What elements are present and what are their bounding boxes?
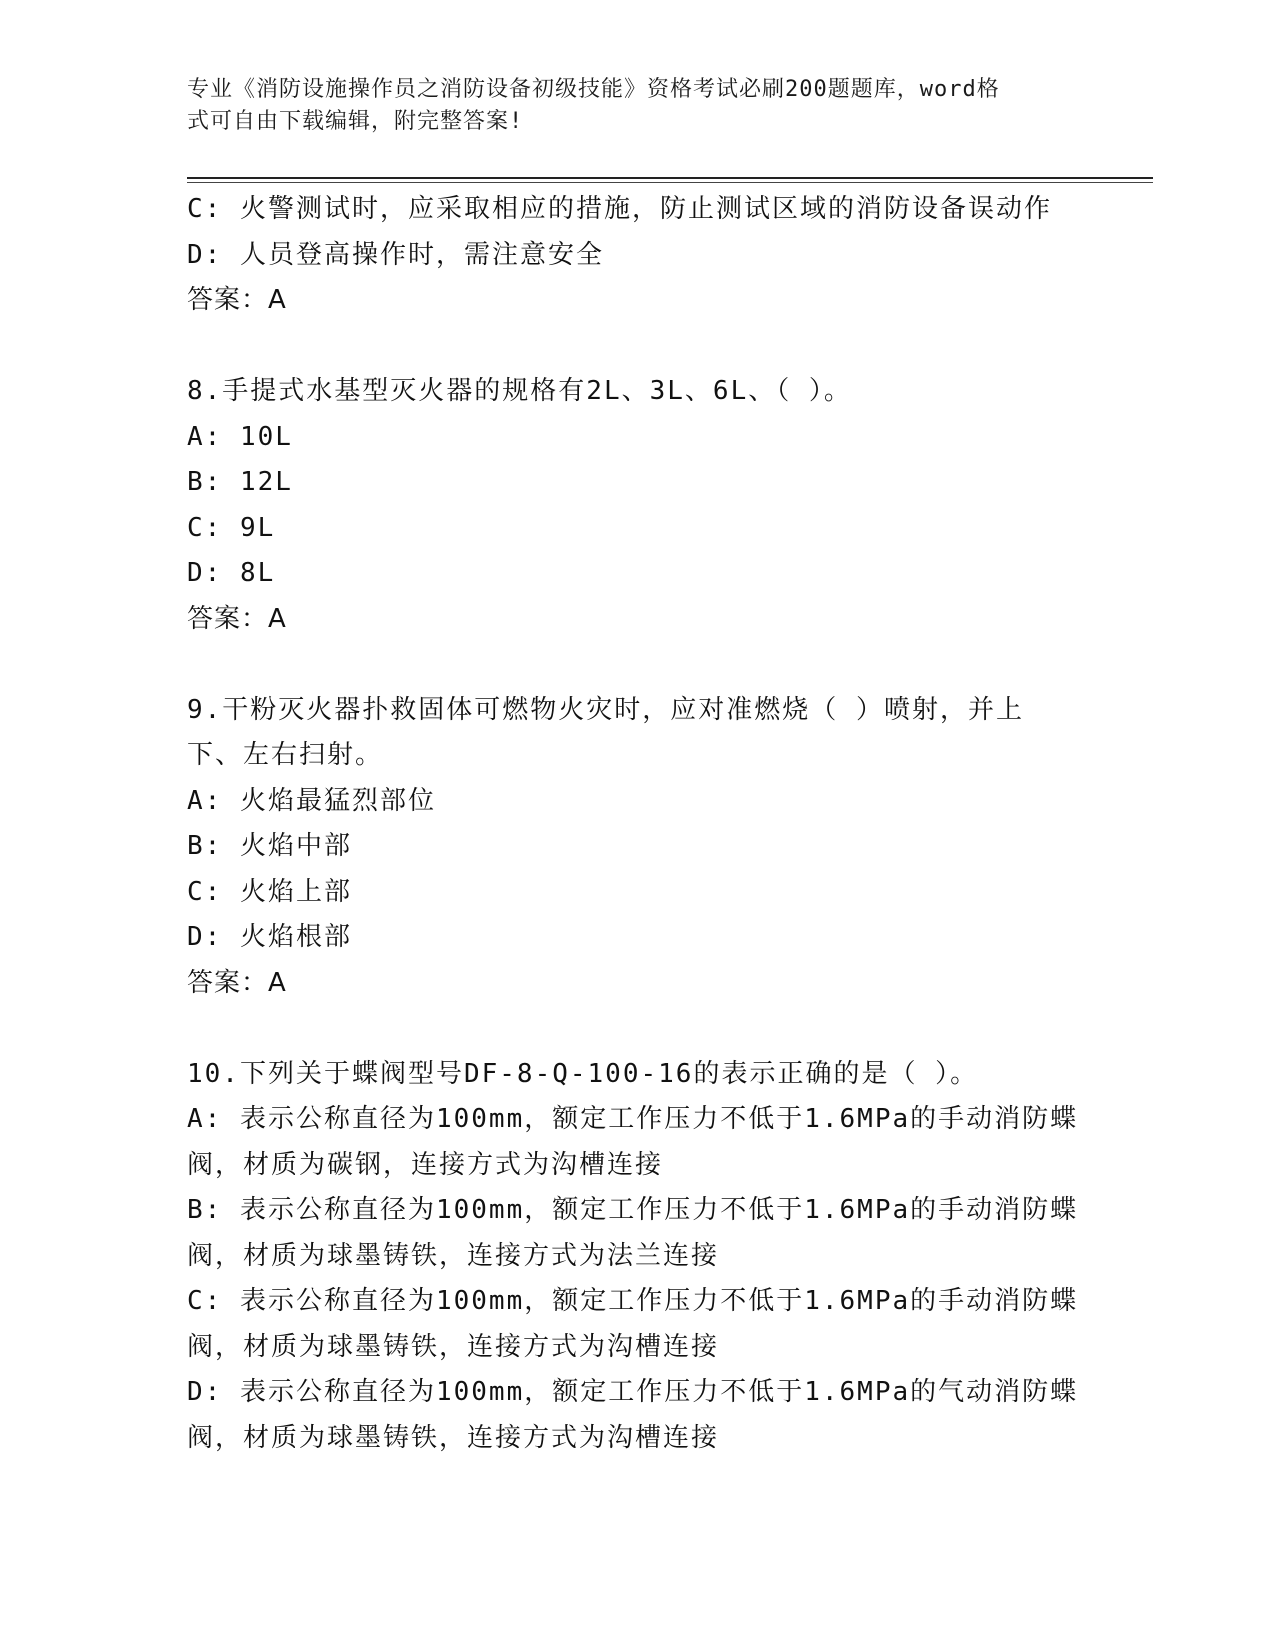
option-b: B: 火焰中部	[187, 831, 352, 861]
question-text: 8.手提式水基型灭火器的规格有2L、3L、6L、（ ）。	[187, 376, 852, 406]
header-line-2: 式可自由下载编辑，附完整答案!	[187, 109, 524, 134]
answer-label: 答案：A	[187, 967, 287, 998]
option-a-line-2: 阀，材质为碳钢，连接方式为沟槽连接	[187, 1149, 664, 1180]
option-d-line-1: D: 表示公称直径为100mm，额定工作压力不低于1.6MPa的气动消防蝶	[187, 1377, 1079, 1407]
option-c-line-1: C: 表示公称直径为100mm，额定工作压力不低于1.6MPa的手动消防蝶	[187, 1286, 1079, 1316]
spacer	[187, 1006, 1087, 1052]
option-c: C: 9L	[187, 512, 276, 543]
option-d: D: 8L	[187, 558, 276, 588]
option-b-line-2: 阀，材质为球墨铸铁，连接方式为法兰连接	[187, 1240, 720, 1271]
question-text-line-1: 9.干粉灭火器扑救固体可燃物火灾时，应对准燃烧（ ）喷射，并上	[187, 694, 1024, 725]
answer-label: 答案：A	[187, 285, 287, 315]
option-c: C: 火警测试时，应采取相应的措施，防止测试区域的消防设备误动作	[187, 194, 1052, 224]
document-header	[187, 74, 1067, 138]
option-d-line-2: 阀，材质为球墨铸铁，连接方式为沟槽连接	[187, 1422, 720, 1453]
spacer	[187, 324, 1087, 370]
option-a: A: 火焰最猛烈部位	[187, 785, 436, 816]
option-c: C: 火焰上部	[187, 876, 352, 907]
header-line-1: 专业《消防设施操作员之消防设备初级技能》资格考试必刷200题题库，word格	[187, 77, 1000, 102]
option-a-line-1: A: 表示公称直径为100mm，额定工作压力不低于1.6MPa的手动消防蝶	[187, 1104, 1079, 1134]
option-c-line-2: 阀，材质为球墨铸铁，连接方式为沟槽连接	[187, 1331, 720, 1362]
question-7-tail	[187, 187, 1087, 324]
header-divider-thin	[187, 182, 1153, 183]
option-d: D: 人员登高操作时，需注意安全	[187, 239, 604, 270]
spacer	[187, 642, 1087, 688]
question-8	[187, 369, 1087, 642]
option-b-line-1: B: 表示公称直径为100mm，额定工作压力不低于1.6MPa的手动消防蝶	[187, 1195, 1079, 1225]
question-10	[187, 1052, 1087, 1462]
answer-label: 答案：A	[187, 603, 287, 634]
question-text-line-2: 下、左右扫射。	[187, 740, 384, 770]
question-text: 10.下列关于蝶阀型号DF-8-Q-100-16的表示正确的是（ ）。	[187, 1058, 979, 1089]
header-divider-thick	[187, 177, 1153, 179]
option-a: A: 10L	[187, 421, 293, 452]
option-b: B: 12L	[187, 467, 293, 497]
question-list	[187, 187, 1087, 1461]
question-9	[187, 688, 1087, 1007]
option-d: D: 火焰根部	[187, 922, 352, 952]
